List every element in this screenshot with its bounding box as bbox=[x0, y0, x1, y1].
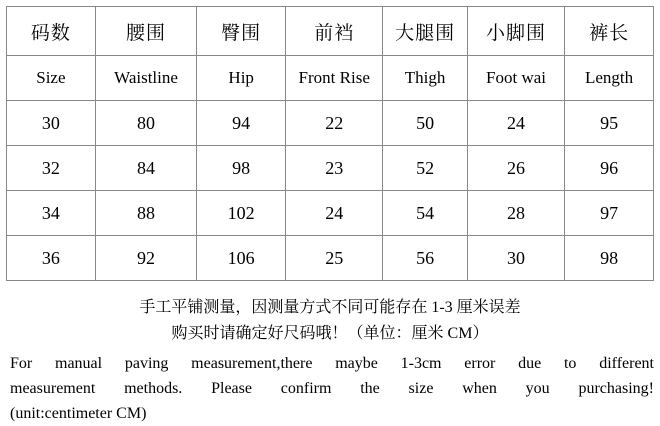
header-cell-en: Front Rise bbox=[286, 56, 383, 101]
table-cell: 54 bbox=[383, 191, 468, 236]
header-cell-cn: 裤长 bbox=[565, 7, 654, 56]
header-cell-en: Length bbox=[565, 56, 654, 101]
table-cell: 24 bbox=[286, 191, 383, 236]
table-cell: 30 bbox=[467, 236, 564, 281]
note-en-line1: For manual paving measurement,there maybe 1-3cm error due to different bbox=[10, 355, 654, 372]
table-cell: 34 bbox=[7, 191, 96, 236]
header-cell-cn: 臀围 bbox=[197, 7, 286, 56]
table-cell: 56 bbox=[383, 236, 468, 281]
header-cell-cn: 码数 bbox=[7, 7, 96, 56]
table-cell: 88 bbox=[95, 191, 196, 236]
size-chart-page bbox=[0, 6, 660, 424]
header-cell-cn: 前裆 bbox=[286, 7, 383, 56]
table-cell: 36 bbox=[7, 236, 96, 281]
table-cell: 32 bbox=[7, 146, 96, 191]
header-cell-cn: 小脚围 bbox=[467, 7, 564, 56]
table-cell: 28 bbox=[467, 191, 564, 236]
table-cell: 98 bbox=[197, 146, 286, 191]
table-cell: 52 bbox=[383, 146, 468, 191]
note-en-line2: measurement methods. Please confirm the size when you purchasing! bbox=[10, 380, 654, 397]
header-cell-en: Waistline bbox=[95, 56, 196, 101]
table-cell: 96 bbox=[565, 146, 654, 191]
table-cell: 24 bbox=[467, 101, 564, 146]
table-cell: 22 bbox=[286, 101, 383, 146]
table-cell: 26 bbox=[467, 146, 564, 191]
header-cell-cn: 大腿围 bbox=[383, 7, 468, 56]
table-cell: 80 bbox=[95, 101, 196, 146]
table-cell: 23 bbox=[286, 146, 383, 191]
table-cell: 84 bbox=[95, 146, 196, 191]
table-cell: 50 bbox=[383, 101, 468, 146]
note-cn-line1: 手工平铺测量，因测量方式不同可能存在 1-3 厘米误差 bbox=[139, 299, 521, 316]
table-cell: 102 bbox=[197, 191, 286, 236]
table-row bbox=[7, 146, 654, 191]
table-cell: 30 bbox=[7, 101, 96, 146]
table-cell: 97 bbox=[565, 191, 654, 236]
table-header-row-en bbox=[7, 56, 654, 101]
table-cell: 95 bbox=[565, 101, 654, 146]
size-table bbox=[6, 6, 654, 281]
header-cell-en: Thigh bbox=[383, 56, 468, 101]
header-cell-en: Foot wai bbox=[467, 56, 564, 101]
table-row bbox=[7, 236, 654, 281]
note-en bbox=[6, 347, 654, 426]
note-cn-line2: 购买时请确定好尺码哦！（单位：厘米 CM） bbox=[171, 325, 489, 342]
table-cell: 98 bbox=[565, 236, 654, 281]
table-cell: 92 bbox=[95, 236, 196, 281]
note-en-line3: (unit:centimeter CM) bbox=[10, 405, 147, 422]
table-row bbox=[7, 191, 654, 236]
header-cell-cn: 腰围 bbox=[95, 7, 196, 56]
table-row bbox=[7, 101, 654, 146]
header-cell-en: Hip bbox=[197, 56, 286, 101]
measurement-notes bbox=[6, 281, 654, 426]
table-cell: 25 bbox=[286, 236, 383, 281]
table-cell: 106 bbox=[197, 236, 286, 281]
table-cell: 94 bbox=[197, 101, 286, 146]
header-cell-en: Size bbox=[7, 56, 96, 101]
table-header-row-cn bbox=[7, 7, 654, 56]
